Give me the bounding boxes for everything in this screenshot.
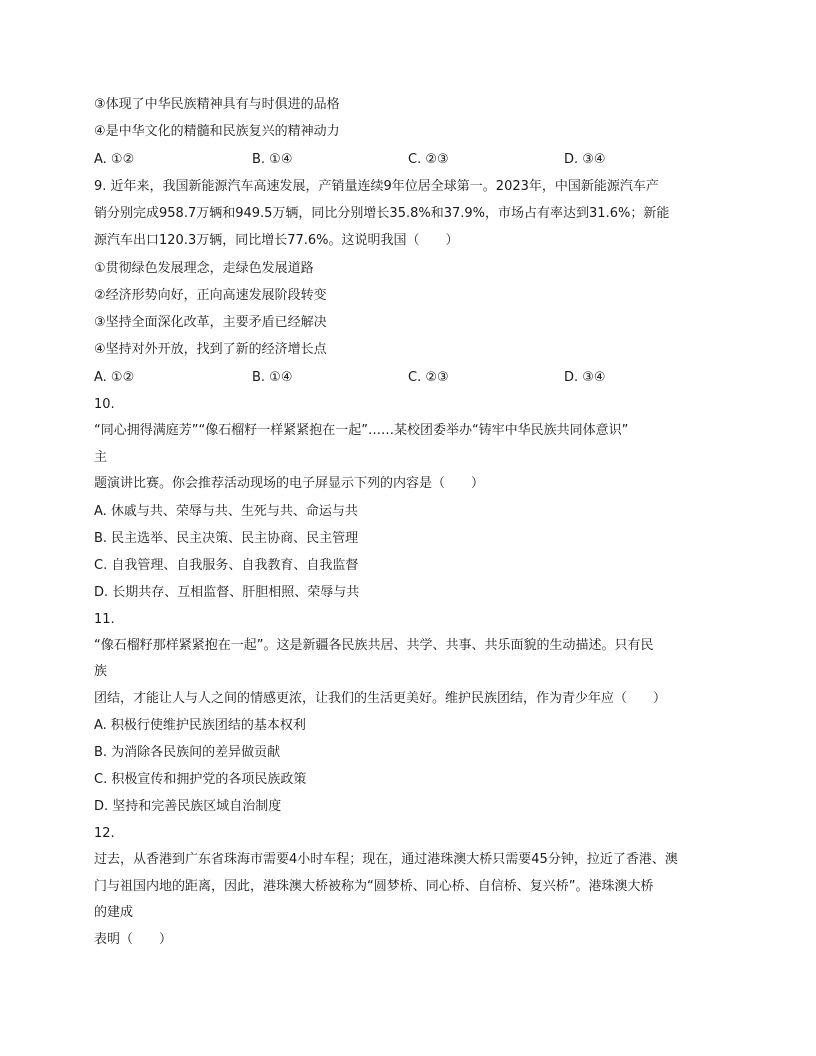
q9-item-2: ②经济形势向好，正向高速发展阶段转变	[94, 288, 327, 303]
q11-option-a: A. 积极行使维护民族团结的基本权利	[94, 718, 306, 733]
q11-option-c: C. 积极宣传和拥护党的各项民族政策	[94, 772, 307, 787]
q10-option-c: C. 自我管理、自我服务、自我教育、自我监督	[94, 558, 359, 573]
q9-item-3: ③坚持全面深化改革，主要矛盾已经解决	[94, 315, 327, 330]
q11-option-b: B. 为消除各民族间的差异做贡献	[94, 745, 281, 760]
q9-option-d: D. ③④	[564, 370, 606, 385]
q10-number: 10.	[94, 397, 115, 412]
q9-option-b: B. ①④	[252, 370, 293, 385]
q10-option-b: B. 民主选举、民主决策、民主协商、民主管理	[94, 531, 359, 546]
q12-stem-line-4: 表明（ ）	[94, 932, 173, 947]
q9-item-1: ①贯彻绿色发展理念，走绿色发展道路	[94, 261, 314, 276]
q10-stem-line-2: 主	[94, 450, 108, 465]
q12-number: 12.	[94, 826, 115, 841]
q11-stem-line-1: “像石榴籽那样紧紧抱在一起”。这是新疆各民族共居、共学、共事、共乐面貌的生动描述。只有民	[94, 638, 654, 653]
q10-option-a: A. 休戚与共、荣辱与共、生死与共、命运与共	[94, 504, 358, 519]
q9-stem-line-3: 源汽车出口120.3万辆，同比增长77.6%。这说明我国（ ）	[94, 233, 459, 248]
q11-option-d: D. 坚持和完善民族区域自治制度	[94, 799, 282, 814]
q10-stem-line-3: 题演讲比赛。你会推荐活动现场的电子屏显示下列的内容是（ ）	[94, 476, 485, 491]
q12-stem-line-3: 的建成	[94, 905, 134, 920]
q10-stem-line-1: “同心拥得满庭芳”“像石榴籽一样紧紧抱在一起”……某校团委举办“铸牢中华民族共同体意识”	[94, 423, 629, 438]
q12-stem-line-1: 过去，从香港到广东省珠海市需要4小时车程；现在，通过港珠澳大桥只需要45分钟，拉近了香港、澳	[94, 852, 678, 867]
q8-option-a: A. ①②	[94, 152, 135, 167]
q9-option-a: A. ①②	[94, 370, 135, 385]
q9-option-c: C. ②③	[408, 370, 449, 385]
q8-item-4: ④是中华文化的精髓和民族复兴的精神动力	[94, 124, 340, 139]
q8-option-d: D. ③④	[564, 152, 606, 167]
q9-stem-line-1: 9. 近年来，我国新能源汽车高速发展，产销量连续9年位居全球第一。2023年，中国新能源汽车产	[94, 179, 659, 194]
q8-option-c: C. ②③	[408, 152, 449, 167]
q8-option-b: B. ①④	[252, 152, 293, 167]
q11-stem-line-3: 团结，才能让人与人之间的情感更浓，让我们的生活更美好。维护民族团结，作为青少年应（ ）	[94, 691, 667, 706]
q9-item-4: ④坚持对外开放，找到了新的经济增长点	[94, 342, 327, 357]
q8-item-3: ③体现了中华民族精神具有与时俱进的品格	[94, 97, 340, 112]
q12-stem-line-2: 门与祖国内地的距离，因此，港珠澳大桥被称为“圆梦桥、同心桥、自信桥、复兴桥”。港珠澳大桥	[94, 879, 654, 894]
q11-stem-line-2: 族	[94, 664, 108, 679]
q11-number: 11.	[94, 612, 115, 627]
q9-stem-line-2: 销分别完成958.7万辆和949.5万辆，同比分别增长35.8%和37.9%，市场占有率达到31.6%；新能	[94, 206, 670, 221]
q10-option-d: D. 长期共存、互相监督、肝胆相照、荣辱与共	[94, 585, 360, 600]
